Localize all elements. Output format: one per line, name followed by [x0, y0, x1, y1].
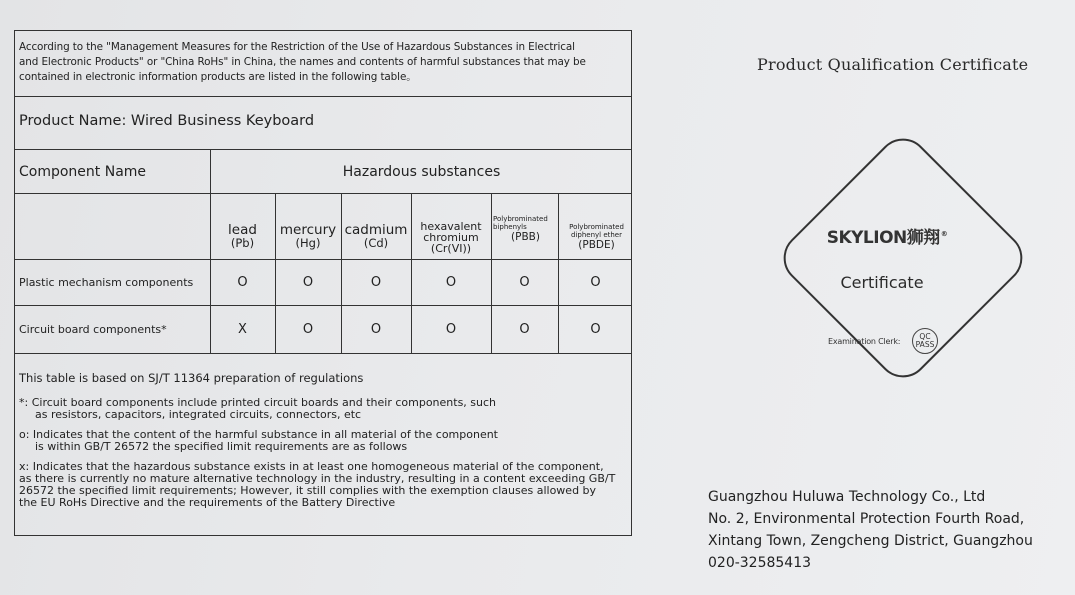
- note-line: the EU RoHs Directive and the requirements of the Battery Directive: [19, 495, 396, 509]
- company-info: [708, 486, 1033, 574]
- certificate-word: Certificate: [840, 273, 924, 292]
- note-line: 26572 the specified limit requirements; However, it still complies with the exemption clauses allowed by: [19, 483, 597, 497]
- substance-name: biphenyls: [493, 223, 527, 231]
- regulation-basis: This table is based on SJ/T 11364 preparation of regulations: [19, 371, 364, 385]
- table-cell: O: [237, 274, 248, 290]
- substance-name: chromium: [423, 230, 479, 244]
- table-cell: O: [590, 322, 601, 337]
- substance-chromium: [411, 193, 491, 259]
- note-line: as there is currently no mature alternative technology in the industry, resulting in a content exceeding GB/T: [19, 471, 616, 485]
- substance-mercury: [275, 193, 341, 259]
- intro-line: According to the "Management Measures for the Restriction of the Use of Hazardous Substances in Electrical: [19, 41, 575, 53]
- table-cell: O: [302, 274, 314, 290]
- note-line: *: Circuit board components include printed circuit boards and their components, such: [19, 395, 497, 409]
- substance-pbde: [558, 193, 633, 259]
- substance-name: mercury: [279, 222, 337, 238]
- note-x: [19, 461, 627, 509]
- note-line: is within GB/T 26572 the specified limit requirements are as follows: [35, 440, 408, 453]
- substance-name: diphenyl ether: [571, 231, 622, 239]
- brand-name: SKYLION: [826, 228, 907, 248]
- note-star: [19, 397, 627, 422]
- row-label-circuit: Circuit board components*: [19, 323, 167, 336]
- pass-text: PASS: [915, 340, 935, 349]
- table-cell: O: [445, 322, 457, 337]
- substance-lead: [210, 193, 275, 259]
- notes-section: [15, 354, 631, 516]
- company-name: Guangzhou Huluwa Technology Co., Ltd: [708, 489, 986, 505]
- substance-symbol: (Hg): [295, 236, 321, 250]
- note-line: as resistors, capacitors, integrated circuits, connectors, etc: [35, 408, 362, 421]
- examination-clerk: Examination Clerk:: [828, 337, 901, 346]
- company-phone: 020-32585413: [708, 555, 812, 571]
- substance-grid: [15, 150, 631, 354]
- substance-symbol: (Pb): [230, 236, 255, 250]
- registered-mark: ®: [940, 230, 948, 239]
- table-cell: O: [370, 274, 382, 290]
- table-cell: O: [445, 274, 457, 290]
- qc-text: QC: [919, 332, 931, 341]
- substance-name: Polybrominated: [569, 223, 624, 231]
- certificate-title: Product Qualification Certificate: [757, 55, 1029, 74]
- substance-cadmium: [341, 193, 411, 259]
- intro-line: and Electronic Products" or "China RoHs" in China, the names and contents of harmful substances that may be: [19, 56, 586, 68]
- brand-logo: [822, 223, 952, 248]
- hazard-header: Hazardous substances: [342, 163, 501, 180]
- intro-line: contained in electronic information products are listed in the following table。: [19, 71, 417, 83]
- brand-name-cn: 狮翔: [906, 228, 940, 248]
- note-line: x: Indicates that the hazardous substance exists in at least one homogeneous material of the component,: [19, 459, 604, 473]
- table-cell: O: [370, 322, 382, 337]
- table-cell: O: [519, 322, 530, 337]
- substance-symbol: (Cr(VI)): [430, 241, 472, 255]
- row-label-plastic: Plastic mechanism components: [19, 275, 194, 289]
- substance-name: hexavalent: [420, 219, 482, 233]
- note-o: [19, 429, 627, 454]
- table-cell: O: [302, 322, 314, 337]
- qc-pass-stamp: [912, 328, 938, 354]
- substance-symbol: (PBB): [511, 231, 540, 243]
- rohs-table: [14, 30, 632, 536]
- company-address: No. 2, Environmental Protection Fourth Road,: [708, 511, 1025, 527]
- table-cell: O: [519, 274, 530, 290]
- component-header: Component Name: [19, 163, 147, 180]
- table-cell: X: [238, 322, 247, 337]
- substance-name: Polybrominated: [493, 215, 548, 223]
- substance-name: lead: [228, 222, 257, 238]
- intro-text: [15, 31, 631, 97]
- table-cell: O: [590, 274, 601, 290]
- substance-symbol: (Cd): [363, 236, 389, 250]
- note-line: o: Indicates that the content of the harmful substance in all material of the component: [19, 427, 498, 441]
- company-address: Xintang Town, Zengcheng District, Guangzhou: [708, 533, 1033, 549]
- substance-symbol: (PBDE): [578, 239, 615, 251]
- substance-pbb: [491, 193, 558, 259]
- product-name: Product Name: Wired Business Keyboard: [15, 97, 631, 150]
- substance-name: cadmium: [344, 222, 408, 238]
